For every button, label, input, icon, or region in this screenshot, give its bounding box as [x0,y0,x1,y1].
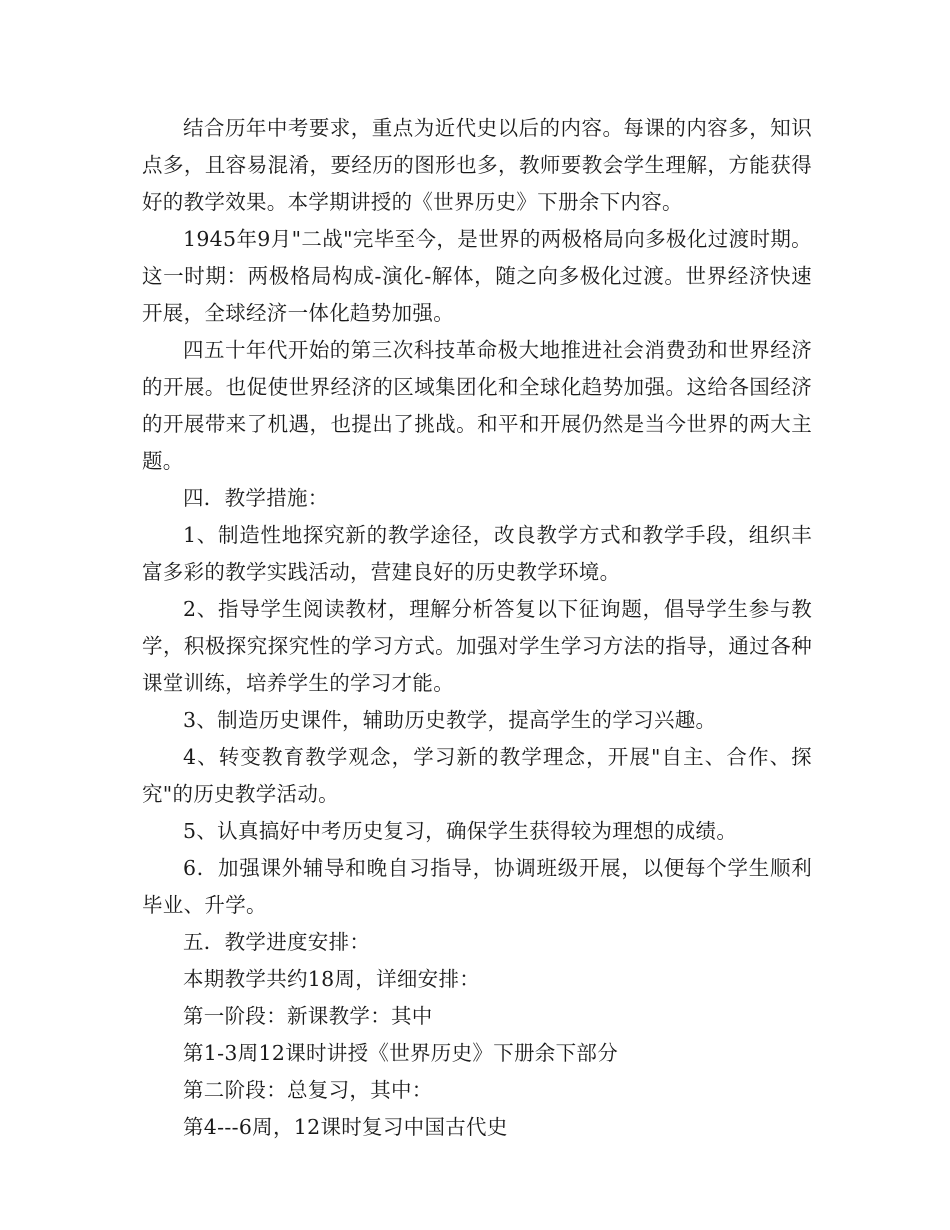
section-heading-schedule: 五．教学进度安排： [183,930,371,954]
measure-item-3: 3、制造历史课件，辅助历史教学，提高学生的学习兴趣。 [183,708,717,732]
measure-item-1: 1、制造性地探究新的教学途径，改良教学方式和教学手段，组织丰富多彩的教学实践活动，营建良好的历史教学环境。 [142,523,812,584]
paragraph-postwar-period: 1945年9月"二战"完毕至今，是世界的两极格局向多极化过渡时期。这一时期：两极格局构成-演化-解体，随之向多极化过渡。世界经济快速开展，全球经济一体化趋势加强。 [142,227,812,325]
schedule-line-weeks-4-6: 第4---6周，12课时复习中国古代史 [183,1115,508,1139]
paragraph-tech-revolution: 四五十年代开始的第三次科技革命极大地推进社会消费劲和世界经济的开展。也促使世界经济的区域集团化和全球化趋势加强。这给各国经济的开展带来了机遇，也提出了挑战。和平和开展仍然是当今世界的两大主题。 [142,338,812,473]
measure-item-5: 5、认真搞好中考历史复习，确保学生获得较为理想的成绩。 [183,819,738,843]
section-heading-teaching-measures: 四．教学措施： [183,486,329,510]
schedule-line-weeks-1-3: 第1-3周12课时讲授《世界历史》下册余下部分 [183,1041,618,1065]
schedule-line-stage-1: 第一阶段：新课教学：其中 [183,1004,433,1028]
document-body [142,110,812,1146]
measure-item-4: 4、转变教育教学观念，学习新的教学理念，开展"自主、合作、探究"的历史教学活动。 [142,745,812,806]
schedule-line-total: 本期教学共约18周，详细安排： [183,967,481,991]
paragraph-exam-focus: 结合历年中考要求，重点为近代史以后的内容。每课的内容多，知识点多，且容易混淆，要经历的图形也多，教师要教会学生理解，方能获得好的教学效果。本学期讲授的《世界历史》下册余下内容。 [142,116,812,214]
schedule-line-stage-2: 第二阶段：总复习，其中： [183,1078,433,1102]
measure-item-2: 2、指导学生阅读教材，理解分析答复以下征询题，倡导学生参与教学，积极探究探究性的学习方式。加强对学生学习方法的指导，通过各种课堂训练，培养学生的学习才能。 [142,597,812,695]
measure-item-6: 6．加强课外辅导和晚自习指导，协调班级开展，以便每个学生顺利毕业、升学。 [142,856,812,917]
